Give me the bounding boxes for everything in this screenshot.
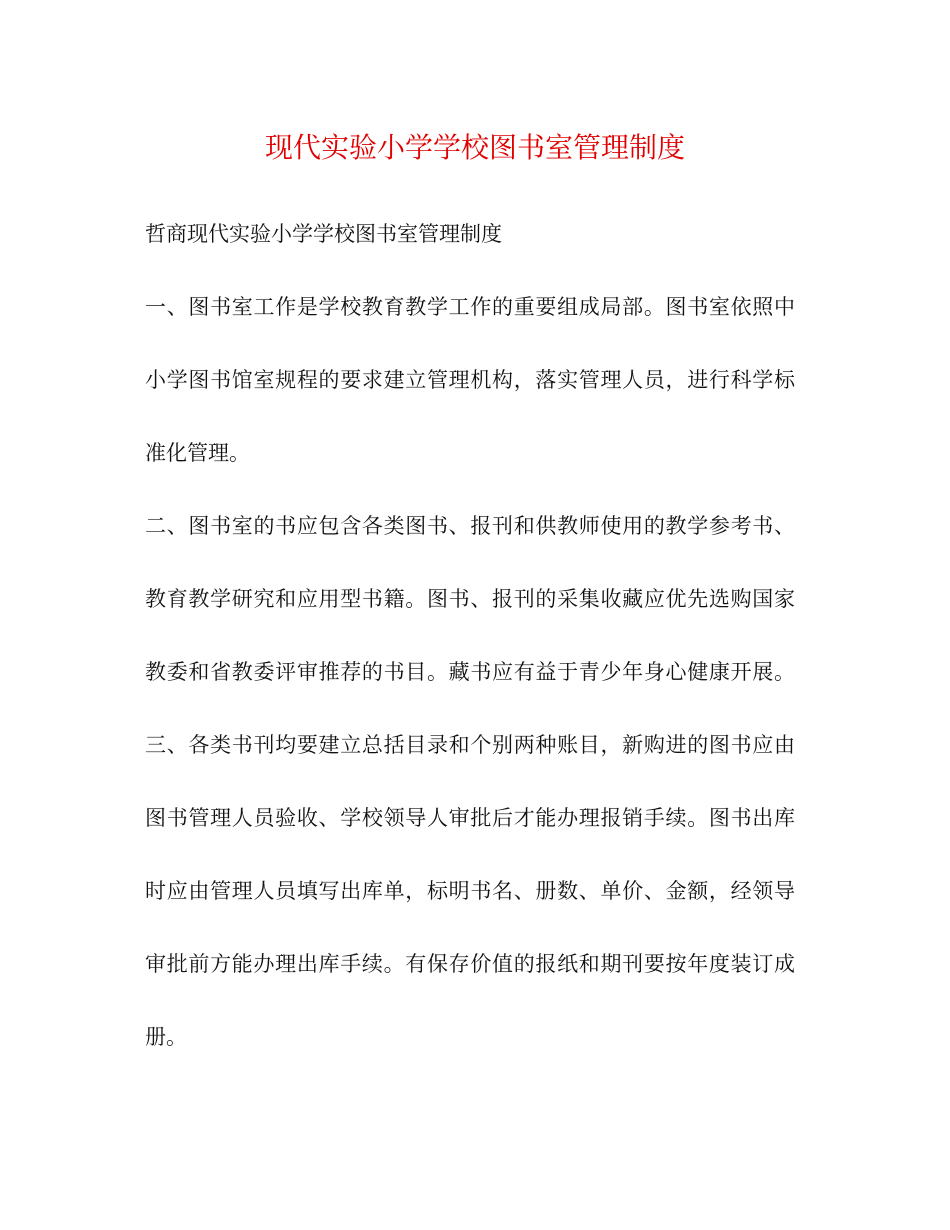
- paragraph-line: 图书管理人员验收、学校领导人审批后才能办理报销手续。图书出库: [145, 806, 795, 830]
- paragraph-line: 教育教学研究和应用型书籍。图书、报刊的采集收藏应优先选购国家: [145, 587, 795, 611]
- subtitle-line: 哲商现代实验小学学校图书室管理制度: [145, 222, 502, 246]
- page-title: 现代实验小学学校图书室管理制度: [264, 131, 685, 164]
- paragraph-line: 准化管理。: [145, 441, 250, 465]
- paragraph-line: 册。: [145, 1025, 187, 1049]
- paragraph-line: 教委和省教委评审推荐的书目。藏书应有益于青少年身心健康开展。: [145, 660, 795, 684]
- document-body: [145, 214, 795, 1090]
- paragraph-line: 二、图书室的书应包含各类图书、报刊和供教师使用的教学参考书、: [145, 514, 795, 538]
- paragraph-line: 审批前方能办理出库手续。有保存价值的报纸和期刊要按年度装订成: [145, 952, 795, 976]
- paragraph-line: 时应由管理人员填写出库单，标明书名、册数、单价、金额，经领导: [145, 879, 795, 903]
- paragraph-line: 三、各类书刊均要建立总括目录和个别两种账目，新购进的图书应由: [145, 733, 795, 757]
- paragraph-line: 小学图书馆室规程的要求建立管理机构，落实管理人员，进行科学标: [145, 368, 795, 392]
- paragraph-line: 一、图书室工作是学校教育教学工作的重要组成局部。图书室依照中: [145, 295, 795, 319]
